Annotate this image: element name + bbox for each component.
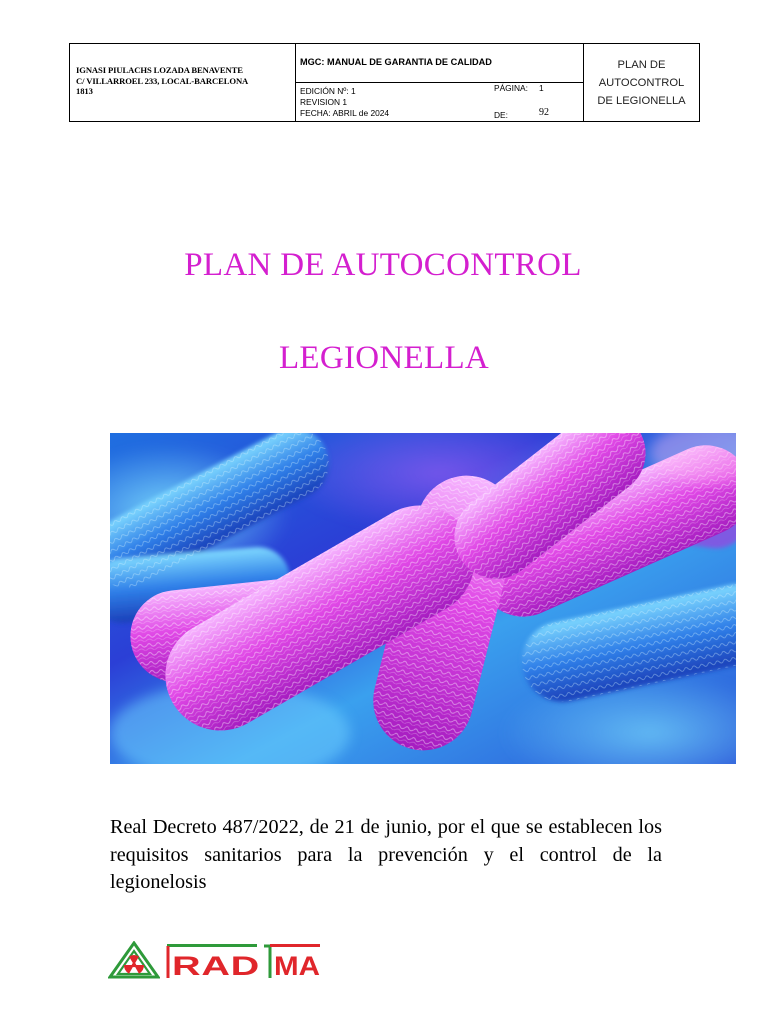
total-pages: 92 <box>539 107 549 118</box>
manual-title-cell <box>296 44 584 83</box>
manual-title: MGC: MANUAL DE GARANTIA DE CALIDAD <box>300 57 492 67</box>
wordmark-text-left: RAD <box>172 951 260 978</box>
company-name: IGNASI PIULACHS LOZADA BENAVENTE <box>76 65 243 75</box>
document-title-cell <box>584 44 699 121</box>
wordmark-text-right: MA <box>274 951 320 978</box>
decree-reference-text: Real Decreto 487/2022, de 21 de junio, por el que se establecen los requisitos sanitarios para la prevención y el control de la legionelosis <box>110 816 662 893</box>
doc-title-line2: AUTOCONTROL <box>598 76 685 89</box>
document-control-cell <box>296 83 584 121</box>
page-number: 1 <box>539 83 544 93</box>
radyma-wordmark <box>166 942 370 978</box>
cover-title-line2: LEGIONELLA <box>278 340 490 376</box>
cover-title-line1: PLAN DE AUTOCONTROL <box>184 247 582 283</box>
company-code: 1813 <box>76 86 93 96</box>
doc-title-line1: PLAN DE <box>617 58 666 71</box>
revision-text: REVISION 1 <box>300 96 348 107</box>
edition-block <box>300 86 389 118</box>
edition-text: EDICIÓN Nº: 1 <box>300 86 356 96</box>
document-header-table <box>69 43 700 122</box>
legionella-bacteria-illustration <box>110 433 736 764</box>
doc-title-line3: DE LEGIONELLA <box>597 94 686 107</box>
company-address: C/ VILLARROEL 233, LOCAL-BARCELONA <box>76 75 249 86</box>
company-info-cell <box>70 44 296 121</box>
radiation-trefoil-logo-icon <box>108 941 160 979</box>
page-label: PÁGINA: <box>494 83 528 93</box>
of-label: DE: <box>494 110 508 120</box>
date-text: FECHA: ABRIL de 2024 <box>300 107 390 118</box>
